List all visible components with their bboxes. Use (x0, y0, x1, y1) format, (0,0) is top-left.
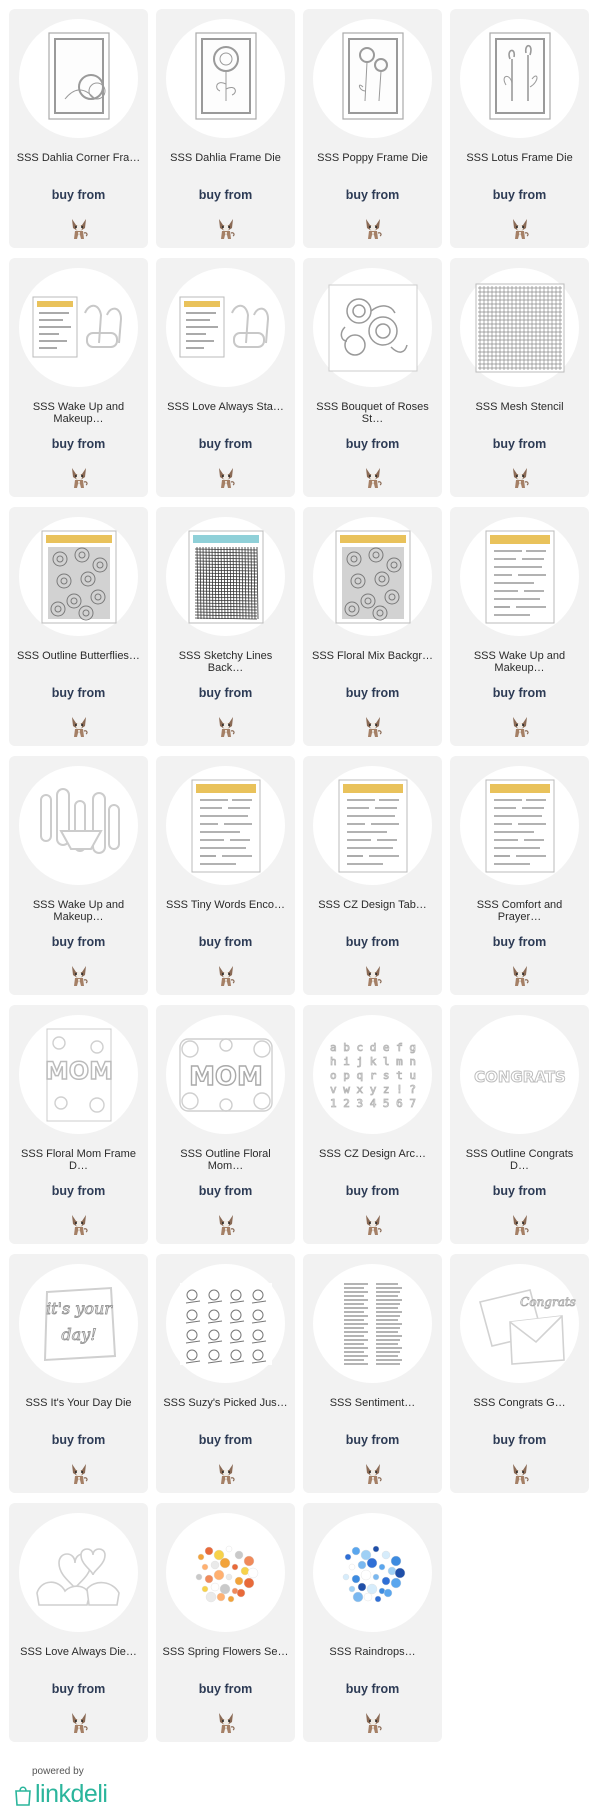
product-image[interactable] (19, 1513, 138, 1632)
product-image[interactable] (460, 766, 579, 885)
svg-text:1 2 3 4 5 6 7: 1 2 3 4 5 6 7 (329, 1096, 416, 1110)
product-title[interactable]: SSS Mesh Stencil (475, 401, 564, 413)
product-card[interactable] (9, 1254, 148, 1493)
retailer-logo-icon[interactable] (360, 1461, 385, 1486)
product-card[interactable] (450, 756, 589, 995)
product-title[interactable]: SSS Bouquet of Roses St… (316, 401, 429, 425)
buy-from-label[interactable]: buy from (51, 437, 106, 451)
product-image[interactable] (460, 517, 579, 636)
product-image[interactable] (19, 1015, 138, 1134)
retailer-logo-icon[interactable] (213, 1461, 238, 1486)
retailer-logo-icon[interactable] (507, 1461, 532, 1486)
product-card[interactable] (156, 9, 295, 248)
product-image[interactable] (313, 1015, 432, 1134)
product-card[interactable] (303, 1005, 442, 1244)
buy-from-label[interactable]: buy from (492, 1433, 547, 1447)
product-image[interactable] (166, 766, 285, 885)
product-title[interactable]: SSS Spring Flowers Se… (162, 1646, 289, 1658)
buy-from-label[interactable]: buy from (345, 437, 400, 451)
product-image[interactable] (166, 19, 285, 138)
buy-from-label[interactable]: buy from (492, 188, 547, 202)
svg-text:MOM: MOM (188, 1061, 263, 1092)
product-title[interactable]: SSS CZ Design Arc… (319, 1148, 426, 1160)
retailer-logo-icon[interactable] (507, 714, 532, 739)
product-title[interactable]: SSS It's Your Day Die (25, 1397, 132, 1409)
retailer-logo-icon[interactable] (66, 465, 91, 490)
buy-from-label[interactable]: buy from (492, 437, 547, 451)
buy-from-label[interactable]: buy from (198, 437, 253, 451)
buy-from-label[interactable]: buy from (345, 1184, 400, 1198)
product-image[interactable] (460, 1264, 579, 1383)
product-card[interactable] (303, 756, 442, 995)
product-title[interactable]: SSS Poppy Frame Die (317, 152, 428, 164)
svg-text:a b c d e f g: a b c d e f g (329, 1040, 416, 1054)
product-card[interactable] (303, 507, 442, 746)
product-card[interactable] (450, 258, 589, 497)
product-title[interactable]: SSS Dahlia Corner Fra… (16, 152, 141, 164)
product-card[interactable] (156, 507, 295, 746)
product-image[interactable] (166, 1015, 285, 1134)
product-title[interactable]: SSS Love Always Die… (20, 1646, 137, 1658)
linkdeli-logo[interactable] (14, 1782, 107, 1806)
product-title[interactable]: SSS Wake Up and Makeup… (32, 899, 125, 923)
buy-from-label[interactable]: buy from (198, 1184, 253, 1198)
product-image[interactable] (460, 19, 579, 138)
product-image[interactable] (460, 1015, 579, 1134)
svg-text:v w x y z ! ?: v w x y z ! ? (329, 1082, 416, 1096)
retailer-logo-icon[interactable] (360, 714, 385, 739)
svg-text:Congrats: Congrats (519, 1294, 576, 1309)
product-image[interactable] (166, 517, 285, 636)
buy-from-label[interactable]: buy from (51, 1682, 106, 1696)
product-card[interactable] (156, 1503, 295, 1742)
retailer-logo-icon[interactable] (213, 1710, 238, 1735)
buy-from-label[interactable]: buy from (51, 1184, 106, 1198)
retailer-logo-icon[interactable] (213, 1212, 238, 1237)
retailer-logo-icon[interactable] (66, 963, 91, 988)
buy-from-label[interactable]: buy from (492, 686, 547, 700)
product-title[interactable]: SSS Wake Up and Makeup… (473, 650, 566, 674)
product-card[interactable] (9, 9, 148, 248)
buy-from-label[interactable]: buy from (198, 686, 253, 700)
retailer-logo-icon[interactable] (360, 963, 385, 988)
retailer-logo-icon[interactable] (213, 465, 238, 490)
retailer-logo-icon[interactable] (66, 1461, 91, 1486)
buy-from-label[interactable]: buy from (198, 188, 253, 202)
buy-from-label[interactable]: buy from (345, 1433, 400, 1447)
product-image[interactable] (313, 268, 432, 387)
retailer-logo-icon[interactable] (360, 1710, 385, 1735)
buy-from-label[interactable]: buy from (51, 935, 106, 949)
product-image[interactable] (313, 517, 432, 636)
product-image[interactable] (19, 19, 138, 138)
product-image[interactable] (460, 268, 579, 387)
powered-by-text: powered by (32, 1766, 84, 1777)
svg-text:h i j k l m n: h i j k l m n (329, 1054, 416, 1068)
retailer-logo-icon[interactable] (507, 1212, 532, 1237)
footer[interactable] (14, 1766, 134, 1810)
retailer-logo-icon[interactable] (507, 963, 532, 988)
svg-text:day!: day! (60, 1324, 97, 1344)
retailer-logo-icon[interactable] (66, 1212, 91, 1237)
product-title[interactable]: SSS Floral Mix Backgr… (311, 650, 434, 662)
product-card[interactable] (9, 258, 148, 497)
buy-from-label[interactable]: buy from (51, 188, 106, 202)
buy-from-label[interactable]: buy from (198, 1433, 253, 1447)
buy-from-label[interactable]: buy from (345, 686, 400, 700)
product-title[interactable]: SSS Sentiment… (329, 1397, 416, 1409)
product-grid (9, 9, 591, 1742)
product-image[interactable] (313, 19, 432, 138)
product-title[interactable]: SSS Wake Up and Makeup… (32, 401, 125, 425)
product-card[interactable] (9, 507, 148, 746)
product-title[interactable]: SSS Floral Mom Frame D… (21, 1148, 136, 1172)
product-card[interactable] (450, 1005, 589, 1244)
product-title[interactable]: SSS Congrats G… (473, 1397, 566, 1409)
product-title[interactable]: SSS Raindrops… (329, 1646, 416, 1658)
buy-from-label[interactable]: buy from (198, 1682, 253, 1696)
product-image[interactable] (19, 1264, 138, 1383)
retailer-logo-icon[interactable] (66, 216, 91, 241)
product-title[interactable]: SSS Love Always Sta… (167, 401, 284, 413)
svg-text:it's your: it's your (45, 1298, 112, 1318)
product-image[interactable] (166, 1513, 285, 1632)
product-card[interactable] (156, 258, 295, 497)
product-image[interactable] (19, 268, 138, 387)
product-card[interactable] (9, 756, 148, 995)
svg-text:CONGRATS: CONGRATS (473, 1067, 566, 1086)
product-card[interactable] (450, 9, 589, 248)
product-card[interactable] (303, 1254, 442, 1493)
retailer-logo-icon[interactable] (360, 465, 385, 490)
product-image[interactable] (166, 268, 285, 387)
product-image[interactable] (166, 1264, 285, 1383)
product-image[interactable] (19, 517, 138, 636)
product-title[interactable]: SSS Lotus Frame Die (466, 152, 573, 164)
product-title[interactable]: SSS Suzy's Picked Jus… (163, 1397, 288, 1409)
product-card[interactable] (156, 1254, 295, 1493)
retailer-logo-icon[interactable] (66, 714, 91, 739)
product-card[interactable] (303, 258, 442, 497)
product-card[interactable] (303, 9, 442, 248)
product-card[interactable] (156, 756, 295, 995)
product-card[interactable] (9, 1005, 148, 1244)
product-title[interactable]: SSS CZ Design Tab… (318, 899, 427, 911)
svg-text:o p q r s t u: o p q r s t u (329, 1068, 416, 1082)
product-title[interactable]: SSS Sketchy Lines Back… (178, 650, 273, 674)
buy-from-label[interactable]: buy from (492, 1184, 547, 1198)
product-image[interactable] (313, 766, 432, 885)
buy-from-label[interactable]: buy from (492, 935, 547, 949)
product-title[interactable]: SSS Outline Congrats D… (465, 1148, 574, 1172)
product-title[interactable]: SSS Tiny Words Enco… (165, 899, 285, 911)
product-title[interactable]: SSS Dahlia Frame Die (170, 152, 281, 164)
retailer-logo-icon[interactable] (360, 1212, 385, 1237)
product-image[interactable] (313, 1264, 432, 1383)
retailer-logo-icon[interactable] (360, 216, 385, 241)
buy-from-label[interactable]: buy from (345, 1682, 400, 1696)
brand-name: linkdeli (35, 1780, 108, 1808)
svg-text:MOM: MOM (44, 1056, 113, 1085)
buy-from-label[interactable]: buy from (198, 935, 253, 949)
product-card[interactable] (156, 1005, 295, 1244)
product-title[interactable]: SSS Outline Floral Mom… (180, 1148, 271, 1172)
retailer-logo-icon[interactable] (507, 216, 532, 241)
product-card[interactable] (450, 1254, 589, 1493)
retailer-logo-icon[interactable] (507, 465, 532, 490)
buy-from-label[interactable]: buy from (345, 935, 400, 949)
retailer-logo-icon[interactable] (213, 963, 238, 988)
buy-from-label[interactable]: buy from (51, 1433, 106, 1447)
retailer-logo-icon[interactable] (213, 714, 238, 739)
product-card[interactable] (9, 1503, 148, 1742)
product-title[interactable]: SSS Comfort and Prayer… (476, 899, 563, 923)
shopping-bag-icon (14, 1784, 32, 1806)
product-card[interactable] (303, 1503, 442, 1742)
buy-from-label[interactable]: buy from (51, 686, 106, 700)
retailer-logo-icon[interactable] (213, 216, 238, 241)
retailer-logo-icon[interactable] (66, 1710, 91, 1735)
product-title[interactable]: SSS Outline Butterflies… (17, 650, 140, 662)
product-card[interactable] (450, 507, 589, 746)
product-image[interactable] (313, 1513, 432, 1632)
product-image[interactable] (19, 766, 138, 885)
buy-from-label[interactable]: buy from (345, 188, 400, 202)
